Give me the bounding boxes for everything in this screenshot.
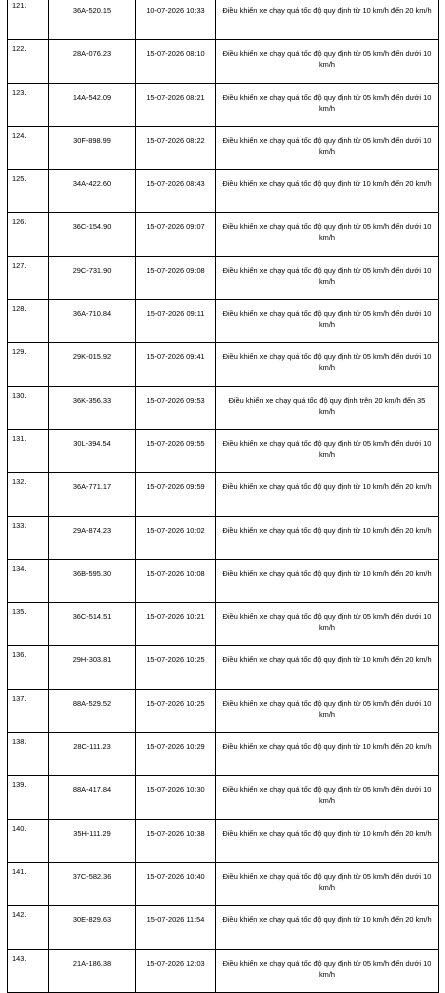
license-plate: 36A-710.84	[49, 300, 136, 343]
table-row	[8, 343, 439, 386]
row-number: 127.	[8, 256, 49, 299]
violation-time: 15-07-2026 09:11	[136, 300, 216, 343]
violation-time: 10-07-2026 10:33	[136, 0, 216, 40]
violation-time: 15-07-2026 10:29	[136, 733, 216, 776]
table-row	[8, 429, 439, 472]
violation-description: Điều khiển xe chạy quá tốc độ quy định từ 05 km/h đến dưới 10 km/h	[216, 126, 439, 169]
license-plate: 34A-422.60	[49, 170, 136, 213]
row-number: 124.	[8, 126, 49, 169]
violation-time: 15-07-2026 10:30	[136, 776, 216, 819]
license-plate: 21A-186.38	[49, 949, 136, 992]
violation-description: Điều khiển xe chạy quá tốc độ quy định từ 05 km/h đến dưới 10 km/h	[216, 213, 439, 256]
violation-description: Điều khiển xe chạy quá tốc độ quy định từ 05 km/h đến dưới 10 km/h	[216, 603, 439, 646]
row-number: 129.	[8, 343, 49, 386]
row-number: 128.	[8, 300, 49, 343]
violation-time: 15-07-2026 10:25	[136, 689, 216, 732]
license-plate: 36C-514.51	[49, 603, 136, 646]
violation-time: 15-07-2026 09:41	[136, 343, 216, 386]
violation-description: Điều khiển xe chạy quá tốc độ quy định từ 10 km/h đến 20 km/h	[216, 170, 439, 213]
violation-time: 15-07-2026 10:21	[136, 603, 216, 646]
violation-description: Điều khiển xe chạy quá tốc độ quy định từ 05 km/h đến dưới 10 km/h	[216, 83, 439, 126]
table-row	[8, 906, 439, 949]
row-number: 133.	[8, 516, 49, 559]
violation-description: Điều khiển xe chạy quá tốc độ quy định từ 10 km/h đến 20 km/h	[216, 906, 439, 949]
table-row	[8, 516, 439, 559]
table-row	[8, 40, 439, 83]
license-plate: 28A-076.23	[49, 40, 136, 83]
license-plate: 29H-303.81	[49, 646, 136, 689]
violation-description: Điều khiển xe chạy quá tốc độ quy định từ 10 km/h đến 20 km/h	[216, 733, 439, 776]
violation-time: 15-07-2026 12:03	[136, 949, 216, 992]
row-number: 131.	[8, 429, 49, 472]
violations-table	[7, 0, 439, 993]
license-plate: 28C-111.23	[49, 733, 136, 776]
table-row	[8, 689, 439, 732]
license-plate: 29C-731.90	[49, 256, 136, 299]
violation-time: 15-07-2026 09:53	[136, 386, 216, 429]
row-number: 139.	[8, 776, 49, 819]
row-number: 121.	[8, 0, 49, 40]
table-row	[8, 256, 439, 299]
license-plate: 30F-898.99	[49, 126, 136, 169]
table-row	[8, 213, 439, 256]
table-row	[8, 300, 439, 343]
license-plate: 36K-356.33	[49, 386, 136, 429]
license-plate: 29A-874.23	[49, 516, 136, 559]
violation-time: 15-07-2026 09:08	[136, 256, 216, 299]
row-number: 130.	[8, 386, 49, 429]
violation-description: Điều khiển xe chạy quá tốc độ quy định từ 05 km/h đến dưới 10 km/h	[216, 949, 439, 992]
violation-description: Điều khiển xe chạy quá tốc độ quy định trên 20 km/h đến 35 km/h	[216, 386, 439, 429]
license-plate: 30L-394.54	[49, 429, 136, 472]
violation-time: 15-07-2026 08:43	[136, 170, 216, 213]
row-number: 132.	[8, 473, 49, 516]
violation-time: 15-07-2026 08:10	[136, 40, 216, 83]
row-number: 141.	[8, 862, 49, 905]
violation-description: Điều khiển xe chạy quá tốc độ quy định từ 05 km/h đến dưới 10 km/h	[216, 343, 439, 386]
row-number: 138.	[8, 733, 49, 776]
violation-description: Điều khiển xe chạy quá tốc độ quy định từ 05 km/h đến dưới 10 km/h	[216, 40, 439, 83]
table-row	[8, 949, 439, 992]
table-row	[8, 0, 439, 40]
violation-description: Điều khiển xe chạy quá tốc độ quy định từ 10 km/h đến 20 km/h	[216, 646, 439, 689]
row-number: 140.	[8, 819, 49, 862]
table-row	[8, 862, 439, 905]
license-plate: 30E-829.63	[49, 906, 136, 949]
violation-time: 15-07-2026 11:54	[136, 906, 216, 949]
row-number: 134.	[8, 559, 49, 602]
violation-time: 15-07-2026 10:40	[136, 862, 216, 905]
row-number: 135.	[8, 603, 49, 646]
violation-description: Điều khiển xe chạy quá tốc độ quy định từ 05 km/h đến dưới 10 km/h	[216, 256, 439, 299]
violation-description: Điều khiển xe chạy quá tốc độ quy định từ 10 km/h đến 20 km/h	[216, 559, 439, 602]
table-row	[8, 170, 439, 213]
violation-time: 15-07-2026 09:55	[136, 429, 216, 472]
violations-table-body	[8, 0, 439, 992]
violation-description: Điều khiển xe chạy quá tốc độ quy định từ 05 km/h đến dưới 10 km/h	[216, 300, 439, 343]
violation-description: Điều khiển xe chạy quá tốc độ quy định từ 10 km/h đến 20 km/h	[216, 473, 439, 516]
table-row	[8, 126, 439, 169]
row-number: 143.	[8, 949, 49, 992]
violation-description: Điều khiển xe chạy quá tốc độ quy định từ 10 km/h đến 20 km/h	[216, 0, 439, 40]
row-number: 137.	[8, 689, 49, 732]
row-number: 123.	[8, 83, 49, 126]
license-plate: 36A-771.17	[49, 473, 136, 516]
row-number: 126.	[8, 213, 49, 256]
violation-description: Điều khiển xe chạy quá tốc độ quy định từ 05 km/h đến dưới 10 km/h	[216, 689, 439, 732]
row-number: 136.	[8, 646, 49, 689]
table-row	[8, 603, 439, 646]
violation-time: 15-07-2026 08:21	[136, 83, 216, 126]
violation-description: Điều khiển xe chạy quá tốc độ quy định từ 10 km/h đến 20 km/h	[216, 819, 439, 862]
row-number: 122.	[8, 40, 49, 83]
violation-time: 15-07-2026 10:38	[136, 819, 216, 862]
license-plate: 36B-595.30	[49, 559, 136, 602]
violation-time: 15-07-2026 09:07	[136, 213, 216, 256]
row-number: 142.	[8, 906, 49, 949]
table-row	[8, 386, 439, 429]
table-row	[8, 559, 439, 602]
violation-time: 15-07-2026 10:25	[136, 646, 216, 689]
violation-time: 15-07-2026 09:59	[136, 473, 216, 516]
license-plate: 88A-417.84	[49, 776, 136, 819]
license-plate: 14A-542.09	[49, 83, 136, 126]
license-plate: 36A-520.15	[49, 0, 136, 40]
violation-description: Điều khiển xe chạy quá tốc độ quy định từ 05 km/h đến dưới 10 km/h	[216, 776, 439, 819]
table-row	[8, 473, 439, 516]
license-plate: 37C-582.36	[49, 862, 136, 905]
violation-description: Điều khiển xe chạy quá tốc độ quy định từ 05 km/h đến dưới 10 km/h	[216, 862, 439, 905]
violation-time: 15-07-2026 10:02	[136, 516, 216, 559]
violation-description: Điều khiển xe chạy quá tốc độ quy định từ 05 km/h đến dưới 10 km/h	[216, 429, 439, 472]
violation-time: 15-07-2026 08:22	[136, 126, 216, 169]
table-row	[8, 819, 439, 862]
violation-description: Điều khiển xe chạy quá tốc độ quy định từ 10 km/h đến 20 km/h	[216, 516, 439, 559]
table-row	[8, 733, 439, 776]
license-plate: 29K-015.92	[49, 343, 136, 386]
violation-time: 15-07-2026 10:08	[136, 559, 216, 602]
table-row	[8, 83, 439, 126]
license-plate: 35H-111.29	[49, 819, 136, 862]
table-row	[8, 646, 439, 689]
row-number: 125.	[8, 170, 49, 213]
license-plate: 88A-529.52	[49, 689, 136, 732]
license-plate: 36C-154.90	[49, 213, 136, 256]
